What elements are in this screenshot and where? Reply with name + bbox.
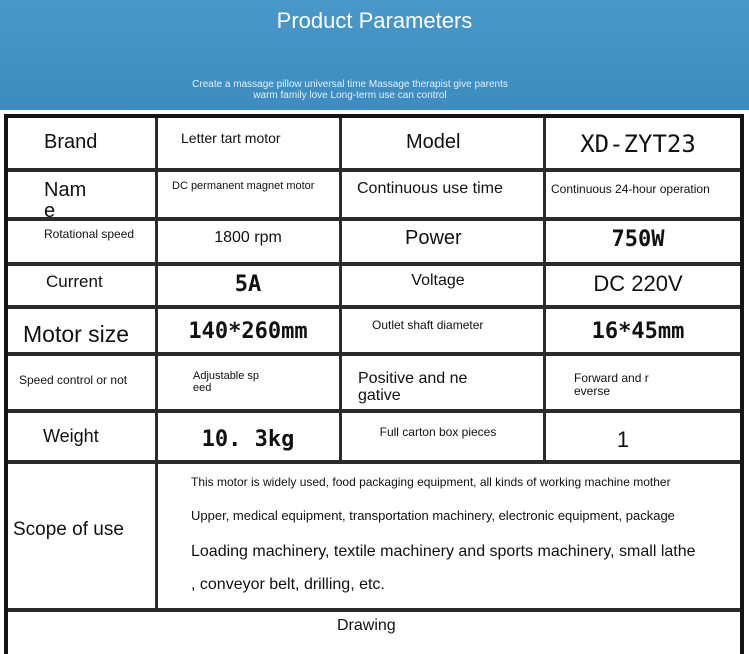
rotational-speed-label: Rotational speed [44, 228, 135, 241]
motor-size-label: Motor size [23, 322, 130, 347]
voltage-value: DC 220V [593, 272, 683, 296]
outlet-shaft-label: Outlet shaft diameter [372, 319, 484, 332]
current-label: Current [46, 273, 103, 291]
column-divider [339, 118, 342, 460]
scope-text [191, 468, 731, 606]
positive-negative-label: Positive and negative [358, 371, 468, 404]
carton-label: Full carton box pieces [379, 426, 497, 439]
scope-line-2: Upper, medical equipment, transportation machinery, electronic equipment, package [191, 508, 675, 523]
row-divider [8, 352, 740, 356]
header-banner [0, 0, 749, 110]
motor-size-value: 140*260mm [188, 320, 308, 344]
brand-value: Letter tart motor [181, 131, 281, 146]
row-divider [8, 217, 740, 221]
scope-line-1: This motor is widely used, food packaging equipment, all kinds of working machine mother [191, 475, 671, 489]
weight-label: Weight [43, 427, 99, 446]
column-divider [543, 118, 546, 460]
page-title: Product Parameters [276, 8, 473, 33]
speed-control-value: Adjustable speed [193, 371, 260, 394]
positive-negative-value: Forward and reverse [574, 372, 649, 398]
brand-label: Brand [44, 132, 98, 153]
row-divider [8, 168, 740, 172]
scope-label: Scope of use [13, 520, 124, 540]
column-divider [155, 118, 158, 608]
carton-value: 1 [616, 428, 630, 452]
outlet-shaft-value: 16*45mm [591, 320, 685, 344]
row-divider [8, 409, 740, 413]
row-divider [8, 262, 740, 266]
power-label: Power [405, 228, 462, 249]
header-subtitle-line2: warm family love Long-term use can control [253, 90, 447, 101]
speed-control-label: Speed control or not [19, 374, 128, 387]
scope-line-3: Loading machinery, textile machinery and sports machinery, small lathe [191, 543, 696, 560]
model-value: XD-ZYT23 [580, 132, 696, 158]
current-value: 5A [234, 273, 262, 297]
row-divider [8, 460, 740, 464]
rotational-speed-value: 1800 rpm [214, 230, 282, 246]
name-value: DC permanent magnet motor [172, 181, 315, 192]
scope-line-4: , conveyor belt, drilling, etc. [191, 576, 385, 593]
row-divider [8, 305, 740, 309]
power-value: 750W [611, 228, 665, 252]
header-subtitle [150, 79, 550, 101]
parameters-table [4, 114, 744, 654]
weight-value: 10. 3kg [201, 428, 295, 452]
continuous-use-label: Continuous use time [357, 181, 503, 197]
drawing-label: Drawing [337, 618, 396, 634]
name-label: Name [44, 180, 87, 222]
model-label: Model [406, 132, 461, 153]
header-subtitle-line1: Create a massage pillow universal time Massage therapist give parents [192, 79, 508, 90]
voltage-label: Voltage [411, 273, 465, 289]
continuous-use-value: Continuous 24-hour operation [551, 183, 710, 196]
row-divider [8, 608, 740, 612]
